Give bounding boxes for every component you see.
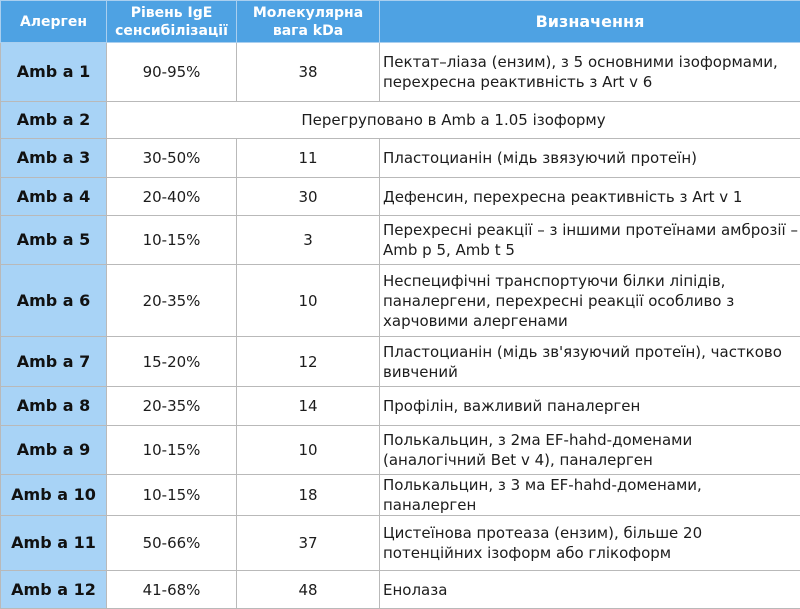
table-row (1, 265, 800, 337)
header-ige-level: Рівень IgE сенсибілізації (107, 1, 237, 43)
definition-cell: Цистеїнова протеаза (ензим), більше 20 потенційних ізоформ або глікоформ (380, 516, 800, 571)
definition-cell: Пектат–ліаза (ензим), з 5 основними ізоформами, перехресна реактивність з Art v 6 (380, 43, 800, 102)
definition-cell: Профілін, важливий паналерген (380, 387, 800, 426)
mw-cell: 14 (237, 387, 380, 426)
mw-cell: 10 (237, 426, 380, 475)
allergen-cell: Amb a 6 (1, 265, 107, 337)
allergen-cell: Amb a 5 (1, 216, 107, 265)
table-row (1, 43, 800, 102)
header-definition: Визначення (380, 1, 800, 43)
mw-cell: 11 (237, 139, 380, 178)
mw-cell: 30 (237, 178, 380, 216)
ige-cell: 15-20% (107, 337, 237, 387)
definition-cell: Пластоцианін (мідь звязуючий протеїн) (380, 139, 800, 178)
ige-cell: 41-68% (107, 571, 237, 609)
allergen-cell: Amb a 8 (1, 387, 107, 426)
header-allergen: Алерген (1, 1, 107, 43)
mw-cell: 38 (237, 43, 380, 102)
ige-cell: 10-15% (107, 216, 237, 265)
table-row (1, 216, 800, 265)
ige-cell: 50-66% (107, 516, 237, 571)
allergen-cell: Amb a 11 (1, 516, 107, 571)
mw-cell: 3 (237, 216, 380, 265)
ige-cell: 30-50% (107, 139, 237, 178)
table-row (1, 102, 800, 139)
table-row (1, 139, 800, 178)
allergen-cell: Amb a 3 (1, 139, 107, 178)
header-row (1, 1, 800, 43)
definition-cell: Перехресні реакції – з іншими протеїнами амброзії – Amb p 5, Amb t 5 (380, 216, 800, 265)
ige-cell: 20-40% (107, 178, 237, 216)
table-row (1, 178, 800, 216)
allergen-cell: Amb a 9 (1, 426, 107, 475)
mw-cell: 37 (237, 516, 380, 571)
allergen-cell: Amb a 4 (1, 178, 107, 216)
table-row (1, 337, 800, 387)
mw-cell: 10 (237, 265, 380, 337)
ige-cell: 90-95% (107, 43, 237, 102)
allergen-cell: Amb a 7 (1, 337, 107, 387)
definition-cell: Полькальцин, з 2ма EF-hahd-доменами (аналогічний Bet v 4), паналерген (380, 426, 800, 475)
table-row (1, 475, 800, 516)
definition-cell: Неспецифічні транспортуючи білки ліпідів, паналергени, перехресні реакції особливо з харчовими алергенами (380, 265, 800, 337)
mw-cell: 48 (237, 571, 380, 609)
table-row (1, 516, 800, 571)
definition-cell: Полькальцин, з 3 ма EF-hahd-доменами, паналерген (380, 475, 800, 516)
table-row (1, 426, 800, 475)
allergen-cell: Amb a 10 (1, 475, 107, 516)
ige-cell: 20-35% (107, 265, 237, 337)
mw-cell: 12 (237, 337, 380, 387)
regrouped-note: Перегруповано в Amb a 1.05 ізоформу (107, 102, 800, 139)
ige-cell: 10-15% (107, 475, 237, 516)
allergen-cell: Amb a 1 (1, 43, 107, 102)
allergen-cell: Amb a 12 (1, 571, 107, 609)
header-molecular-weight: Молекулярна вага kDa (237, 1, 380, 43)
ige-cell: 10-15% (107, 426, 237, 475)
table-row (1, 571, 800, 609)
definition-cell: Пластоцианін (мідь зв'язуючий протеїн), частково вивчений (380, 337, 800, 387)
ige-cell: 20-35% (107, 387, 237, 426)
allergen-cell: Amb a 2 (1, 102, 107, 139)
definition-cell: Дефенсин, перехресна реактивність з Art v 1 (380, 178, 800, 216)
mw-cell: 18 (237, 475, 380, 516)
table-row (1, 387, 800, 426)
definition-cell: Енолаза (380, 571, 800, 609)
